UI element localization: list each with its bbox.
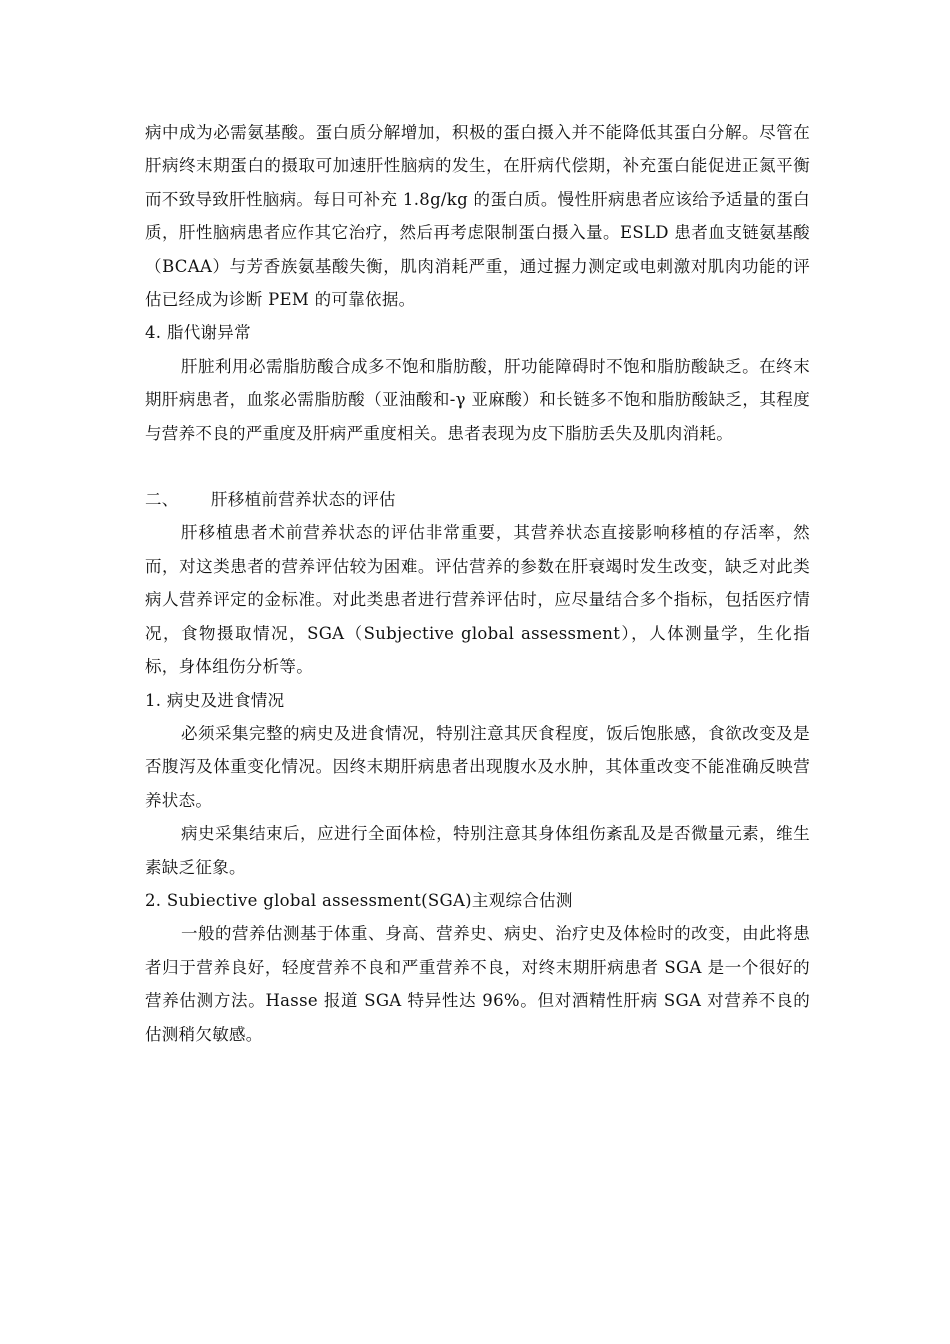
section-gap: [145, 450, 810, 483]
paragraph-protein-metabolism: 病中成为必需氨基酸。蛋白质分解增加，积极的蛋白摄入并不能降低其蛋白分解。尽管在肝病终末期蛋白的摄取可加速肝性脑病的发生，在肝病代偿期，补充蛋白能促进正氮平衡而不致导致肝性脑病。每日可补充 1.8g/kg 的蛋白质。慢性肝病患者应该给予适量的蛋白质，肝性脑病患者应作其它治疗，然后再考虑限制蛋白摄入量。ESLD 患者血支链氨基酸（BCAA）与芳香族氨基酸失衡，肌肉消耗严重，通过握力测定或电刺激对肌肉功能的评估已经成为诊断 PEM 的可靠依据。: [145, 123, 810, 310]
section-heading-assessment: [145, 483, 810, 516]
heading-lipid-metabolism: 4. 脂代谢异常: [145, 323, 251, 343]
paragraph-assessment-intro: 肝移植患者术前营养状态的评估非常重要，其营养状态直接影响移植的存活率，然而，对这类患者的营养评估较为困难。评估营养的参数在肝衰竭时发生改变，缺乏对此类病人营养评定的金标准。对此类患者进行营养评估时，应尽量结合多个指标，包括医疗情况，食物摄取情况，SGA（Subjective global assessment），人体测量学，生化指标，身体组伤分析等。: [145, 523, 810, 677]
paragraph-history-intake: 必须采集完整的病史及进食情况，特别注意其厌食程度，饭后饱胀感，食欲改变及是否腹泻及体重变化情况。因终末期肝病患者出现腹水及水肿，其体重改变不能准确反映营养状态。: [145, 723, 810, 810]
heading-sga: 2. Subiective global assessment(SGA)主观综合估测: [145, 890, 573, 910]
section-title-text: 肝移植前营养状态的评估: [211, 490, 396, 510]
section-number: 二、: [145, 490, 179, 510]
heading-history-intake: 1. 病史及进食情况: [145, 690, 285, 710]
paragraph-lipid-metabolism: 肝脏利用必需脂肪酸合成多不饱和脂肪酸，肝功能障碍时不饱和脂肪酸缺乏。在终末期肝病患者，血浆必需脂肪酸（亚油酸和-γ 亚麻酸）和长链多不饱和脂肪酸缺乏，其程度与营养不良的严重度及肝病严重度相关。患者表现为皮下脂肪丢失及肌肉消耗。: [145, 356, 810, 443]
document-page: [145, 116, 810, 1051]
paragraph-sga: 一般的营养估测基于体重、身高、营养史、病史、治疗史及体检时的改变，由此将患者归于营养良好，轻度营养不良和严重营养不良，对终末期肝病患者 SGA 是一个很好的营养估测方法。Hasse 报道 SGA 特异性达 96%。但对酒精性肝病 SGA 对营养不良的估测稍欠敏感。: [145, 924, 810, 1044]
paragraph-physical-exam: 病史采集结束后，应进行全面体检，特别注意其身体组伤紊乱及是否微量元素，维生素缺乏征象。: [145, 824, 810, 877]
